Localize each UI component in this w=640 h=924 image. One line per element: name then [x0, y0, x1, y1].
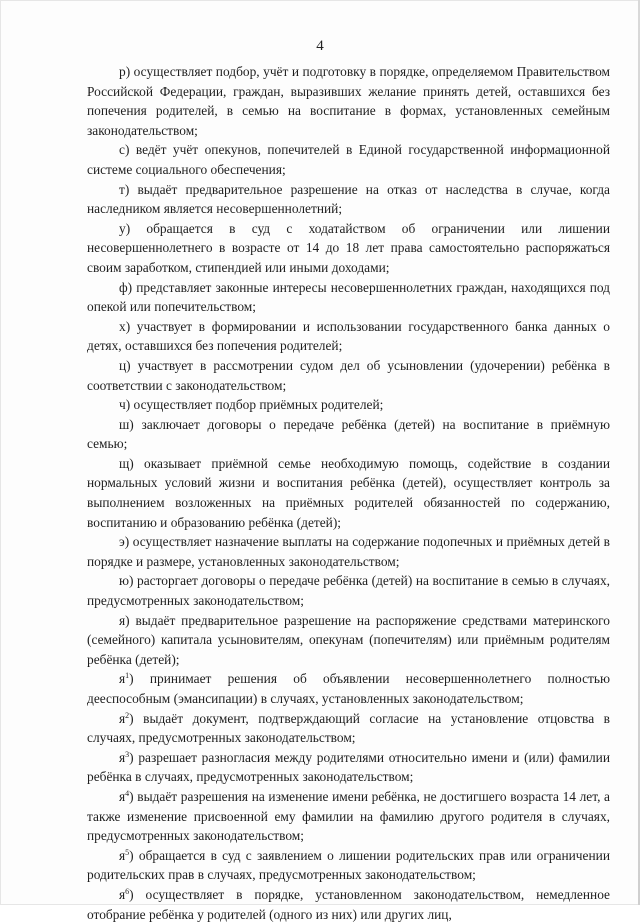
item-text: осуществляет назначение выплаты на содержание подопечных и приёмных детей в порядке и размере, установленных законодательством; [87, 534, 610, 569]
item-marker-superscript: 5 [125, 847, 130, 857]
item-marker-superscript: 4 [125, 788, 130, 798]
item-text: выдаёт предварительное разрешение на отказ от наследства в случае, когда наследником является несовершеннолетний; [87, 181, 610, 217]
list-item [87, 846, 610, 885]
list-item [87, 140, 610, 179]
list-item [87, 356, 610, 395]
item-marker-superscript: 1 [125, 671, 130, 681]
list-item [87, 317, 610, 356]
item-text: представляет законные интересы несовершеннолетних граждан, находящихся под опекой или попечительством; [87, 279, 610, 315]
list-item [87, 415, 610, 454]
item-text: выдаёт предварительное разрешение на распоряжение средствами материнского (семейного) капитала усыновителям, опекунам (попечителям) или приёмным родителям ребёнка (детей); [87, 612, 610, 667]
list-item [87, 748, 610, 787]
list-item [87, 787, 610, 846]
list-item [87, 219, 610, 278]
item-marker: щ) [119, 455, 134, 471]
item-marker: ч) [119, 397, 131, 413]
item-text: выдаёт разрешения на изменение имени ребёнка, не достигшего возраста 14 лет, а также изменение присвоенной ему фамилии на фамилию другого родителя в случаях, предусмотренных законодательством; [87, 788, 610, 844]
item-marker: э) [119, 534, 130, 550]
item-marker: с) [119, 142, 130, 158]
list-item [87, 62, 610, 140]
item-marker: я [119, 847, 126, 863]
item-text: оказывает приёмной семье необходимую помощь, содействие в создании нормальных условий жизни и воспитания ребёнка (детей), осуществляет контроль за выполнением возложенных на приёмных родителей обязанностей по содержанию, воспитанию и образованию ребёнка (детей); [87, 455, 610, 530]
item-marker-superscript: 2 [125, 710, 130, 720]
item-marker: ю) [119, 573, 134, 589]
item-text: участвует в рассмотрении судом дел об усыновлении (удочерении) ребёнка в соответствии с законодательством; [87, 357, 610, 393]
item-marker-suffix: ) [129, 749, 134, 765]
list-item [87, 709, 610, 748]
item-marker-suffix: ) [129, 886, 134, 902]
item-marker: я [119, 710, 126, 726]
item-text: осуществляет подбор приёмных родителей; [130, 397, 384, 413]
item-text: осуществляет подбор, учёт и подготовку в порядке, определяемом Правительством Российской Федерации, граждан, выразивших желание принять детей, оставшихся без попечения родителей, в семью на воспитание в формах, установленных семейным законодательством; [87, 64, 610, 138]
list-item [87, 278, 610, 317]
item-marker: у) [119, 220, 131, 236]
document-body [87, 62, 610, 924]
item-text: обращается в суд с ходатайством об ограничении или лишении несовершеннолетнего в возрасте от 14 до 18 лет права самостоятельно распоряжаться своим заработком, стипендией или иными доходами; [87, 220, 610, 275]
list-item [87, 395, 610, 415]
item-text: разрешает разногласия между родителями относительно имени и (или) фамилии ребёнка в случаях, предусмотренных законодательством; [87, 749, 610, 785]
page-number: 4 [316, 38, 324, 54]
item-text: заключает договоры о передаче ребёнка (детей) на воспитание в приёмную семью; [87, 416, 610, 452]
list-item [87, 885, 610, 924]
item-marker: р) [119, 64, 131, 79]
item-marker-superscript: 6 [125, 886, 130, 896]
list-item [87, 669, 610, 708]
item-text: осуществляет в порядке, установленном законодательством, немедленное отобрание ребёнка у родителей (одного из них) или других лиц, [87, 886, 610, 922]
item-text: участвует в формировании и использовании государственного банка данных о детях, оставшихся без попечения родителей; [87, 318, 610, 354]
item-marker: ш) [119, 416, 134, 432]
item-marker: т) [119, 181, 130, 197]
item-marker-suffix: ) [129, 671, 134, 687]
list-item [87, 571, 610, 610]
item-marker: я) [119, 612, 130, 628]
item-text: расторгает договоры о передаче ребёнка (детей) на воспитание в семью в случаях, предусмотренных законодательством; [87, 573, 610, 609]
item-marker-superscript: 3 [125, 749, 130, 759]
list-item [87, 180, 610, 219]
list-item [87, 454, 610, 532]
item-text: выдаёт документ, подтверждающий согласие на установление отцовства в случаях, предусмотренных законодательством; [87, 710, 610, 746]
item-marker: я [119, 749, 126, 765]
list-item [87, 611, 610, 670]
item-text: обращается в суд с заявлением о лишении родительских прав или ограничении родительских прав в случаях, предусмотренных законодательством; [87, 847, 610, 883]
item-text: ведёт учёт опекунов, попечителей в Единой государственной информационной системе социального обеспечения; [87, 142, 610, 177]
item-marker: ц) [119, 357, 131, 373]
list-item [87, 532, 610, 571]
item-marker: х) [119, 318, 131, 334]
item-marker: я [119, 886, 126, 902]
item-marker-suffix: ) [129, 710, 134, 726]
item-marker-suffix: ) [129, 788, 134, 804]
item-marker: ф) [119, 279, 133, 295]
item-marker-suffix: ) [129, 847, 134, 863]
item-marker: я [119, 788, 126, 804]
item-marker: я [119, 671, 126, 687]
item-text: принимает решения об объявлении несовершеннолетнего полностью дееспособным (эмансипации) в случаях, установленных законодательством; [87, 671, 610, 706]
